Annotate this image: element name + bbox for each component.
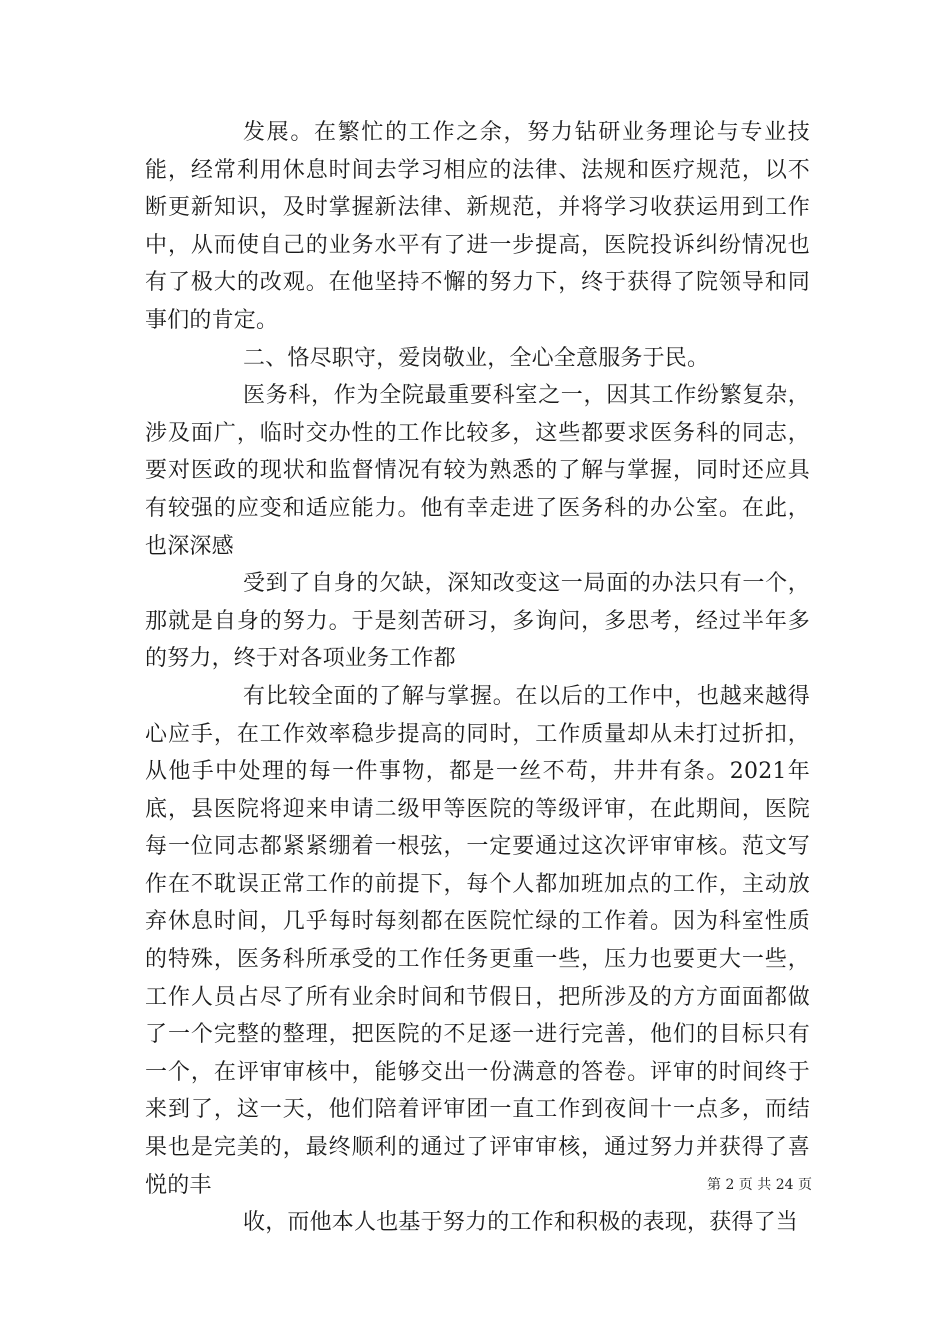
document-body [145, 114, 810, 1242]
paragraph-self-effort: 受到了自身的欠缺，深知改变这一局面的办法只有一个，那就是自身的努力。于是刻苦研习，多询问，多思考，经过半年多的努力，终于对各项业务工作都 [145, 571, 810, 672]
page-number: 第 2 页 共 24 页 [707, 1177, 812, 1193]
paragraph-development: 发展。在繁忙的工作之余，努力钻研业务理论与专业技能，经常利用休息时间去学习相应的法律、法规和医疗规范，以不断更新知识，及时掌握新法律、新规范，并将学习收获运用到工作中，从而使自己的业务水平有了进一步提高，医院投诉纠纷情况也有了极大的改观。在他坚持不懈的努力下，终于获得了院领导和同事们的肯定。 [145, 120, 810, 333]
paragraph-harvest: 收，而他本人也基于努力的工作和积极的表现，获得了当 [243, 1210, 799, 1236]
paragraph-review: 有比较全面的了解与掌握。在以后的工作中，也越来越得心应手，在工作效率稳步提高的同时，工作质量却从未打过折扣，从他手中处理的每一件事物，都是一丝不苟，井井有条。2021年底，县医院将迎来申请二级甲等医院的等级评审，在此期间，医院每一位同志都紧紧绷着一根弦，一定要通过这次评审审核。范文写作在不耽误正常工作的前提下，每个人都加班加点的工作，主动放弃休息时间，几乎每时每刻都在医院忙绿的工作着。因为科室性质的特殊，医务科所承受的工作任务更重一些，压力也要更大一些，工作人员占尽了所有业余时间和节假日，把所涉及的方方面面都做了一个完整的整理，把医院的不足逐一进行完善，他们的目标只有一个，在评审审核中，能够交出一份满意的答卷。评审的时间终于来到了，这一天，他们陪着评审团一直工作到夜间十一点多，而结果也是完美的，最终顺利的通过了评审审核，通过努力并获得了喜悦的丰 [145, 683, 810, 1198]
paragraph-medical-dept: 医务科，作为全院最重要科室之一，因其工作纷繁复杂，涉及面广，临时交办性的工作比较多，这些都要求医务科的同志，要对医政的现状和监督情况有较为熟悉的了解与掌握，同时还应具有较强的应变和适应能力。他有幸走进了医务科的办公室。在此，也深深感 [145, 383, 810, 559]
section-heading-duty: 二、恪尽职守，爱岗敬业，全心全意服务于民。 [243, 345, 710, 371]
